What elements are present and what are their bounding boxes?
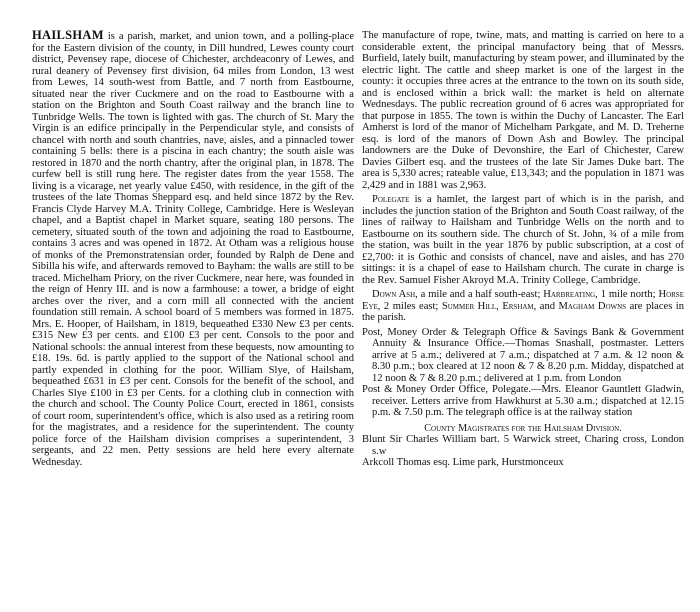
place-text: a mile and a half south-east; [420,289,541,300]
right-column [362,30,684,469]
entry-title: HAILSHAM [32,28,104,42]
hailsham-description: is a parish, market, and union town, and a polling-place for the Eastern division of the county, in Dill hundred, Lewes county court district, Pevensey rape, diocese of Chichester, archdeaconry of Lewes, and rural deanery of Pevensey first division, 64 miles from London, 13 west from Lewes, 14 south-west from Battle, and 7 north from Eastbourne, situated near the river Cuckmere and on the road to Eastbourne with a station on the Brighton and South Coast railway and the branch line to Tunbridge Wells. The town is lighted with gas. The church of St. Mary the Virgin is an edifice principally in the Perpendicular style, and consists of chancel with north and south chantries, nave, aisles, and a pinnacled tower containing 5 bells: there is a piscina in each chantry; the south aisle was restored in 1870 and the north chantry, after the original plan, in 1878. The curfew bell is still rung here. The register dates from the year 1558. The living is a vicarage, net yearly value £450, with residence, in the gift of the trustees of the late Thomas Sheppard esq. and held since 1872 by the Rev. Francis Clyde Harvey M.A. Trinity College, Cambridge. Here is Wesleyan chapel, and a Baptist chapel in Market square, seating 180 persons. The cemetery, situated south of the town and adjoining the road to Eastbourne, contains 3 acres and was opened in 1872. At Otham was a religious house of monks of the Premonstratensian order, founded by Ralph de Dene and Sibilla his wife, and afterwards removed to Bayham: the walls are still to be traced. Michelham Priory, on the river Cuckmere, near here, was founded in the reign of Henry III. and is now a farmhouse: a tower, a bridge of eight arches over the river, and a corn mill all connected with the ancient foundation still remain. A school board of 5 members was formed in 1875. Mrs. E. Hooper, of Hailsham, in 1819, bequeathed £330 New £3 per cents. £315 New £3 per cents. and £100 £3 per cent. Consols to the poor and National schools: the annual interest from these bequests, now amounting to £18. 19s. 6d. is partly applied to the support of the National school and partly expended in clothing for the poor. William Slye, of Hailsham, bequeathed £631 in £3 per cent. Consols for the benefit of the school, and Charles Slye £100 in £3 per Cents. for a clothing club in connection with the church and school. The County Police Court, erected in 1861, consists of court room, superintendent's office, which is also used as a retiring room for the magistrates, and a residence for the superintendent. The county police force of the Hailsham division comprises a superintendent, 3 sergeants, and 22 men. Petty sessions are held here every alternate Wednesday. [32,31,354,468]
polegate-post-office-entry: Post & Money Order Office, Polegate.—Mrs. Eleanor Gauntlett Gladwin, receiver. Letters arrive from Hawkhurst at 5.30 a.m.; dispatched at 12.15 p.m. & 7.50 p.m. The telegraph office is at the railway station [362,384,684,418]
place-horse-eye: Horse Eye, [362,289,684,312]
place-magham-downs: Magham Downs [558,300,627,312]
place-harbreating: Harbreating, [543,289,598,300]
magistrate-entry: Arkcoll Thomas esq. Lime park, Hurstmonceux [362,457,564,468]
place-text: and [539,300,556,312]
manufacture-paragraph: The manufacture of rope, twine, mats, and matting is carried on here to a considerable extent, the principal manufactory being that of Messrs. Burfield, lately built, manufacturing by steam power, and illuminated by the electric light. The cattle and sheep market is one of the largest in the county: it occupies three acres at the entrance to the town on its south side, and is enclosed within a brick wall: the market is held on alternate Wednesdays. The public recreation ground of 6 acres was appropriated for that purpose in 1855. The town is within the Duchy of Lancaster. The Earl Amherst is lord of the manor of Michelham Parkgate, and M. D. Treherne esq. is lord of the manors of Down Ash and Bowley. The principal landowners are the Duke of Devonshire, the Earl of Chichester, Carew Davies Gilbert esq. and the trustees of the late Sir James Duke bart. The area is 5,330 acres; rateable value, £13,343; and the population in 1871 was 2,429 and in 1881 was 2,963. [362,30,684,191]
hailsham-entry [32,30,354,468]
magistrate-entry: Blunt Sir Charles William bart. 5 Warwick street, Charing cross, London s.w [362,434,684,457]
post-office-entry: Post, Money Order & Telegraph Office & Savings Bank & Government Annuity & Insurance Office.—Thomas Snashall, postmaster. Letters arrive at 5 a.m.; delivered at 7 a.m.; dispatched at 7 a.m. & 12 noon & 8.30 p.m.; box cleared at 12 noon & 7 & 8.20 p.m. Midday, dispatched at 12 noon & 7 & 8.20 p.m.; delivered at 1 p.m. from London [362,326,684,384]
magistrates-heading: County Magistrates for the Hailsham Division. [424,422,622,434]
place-down-ash: Down Ash, [372,289,418,300]
left-column [32,30,354,469]
polegate-paragraph [362,194,684,286]
place-text: 2 miles east; [383,300,439,312]
place-text: 1 mile north; [600,289,656,300]
polegate-text: is a hamlet, the largest part of which is in the parish, and includes the junction station of the Brighton and South Coast railway, of the lines of railway to Hailsham and Tunbridge Wells on the north and to Eastbourne on its southern side. The church of St. John, ¾ of a mile from the station, was built in the year 1876 by public subscription, at a cost of £2,700: it is Gothic and consists of chancel, nave and aisles, and has 270 sittings: it is a chapel of ease to Hailsham church. The curate in charge is the Rev. Samuel Fisher Akroyd M.A. Trinity College, Cambridge. [362,194,684,286]
place-text: are places in the parish. [362,300,684,323]
place-summer-hill: Summer Hill, Ersham, [441,300,537,312]
places-paragraph [362,289,684,324]
text-columns [32,30,684,469]
polegate-lead: Polegate [372,194,410,205]
